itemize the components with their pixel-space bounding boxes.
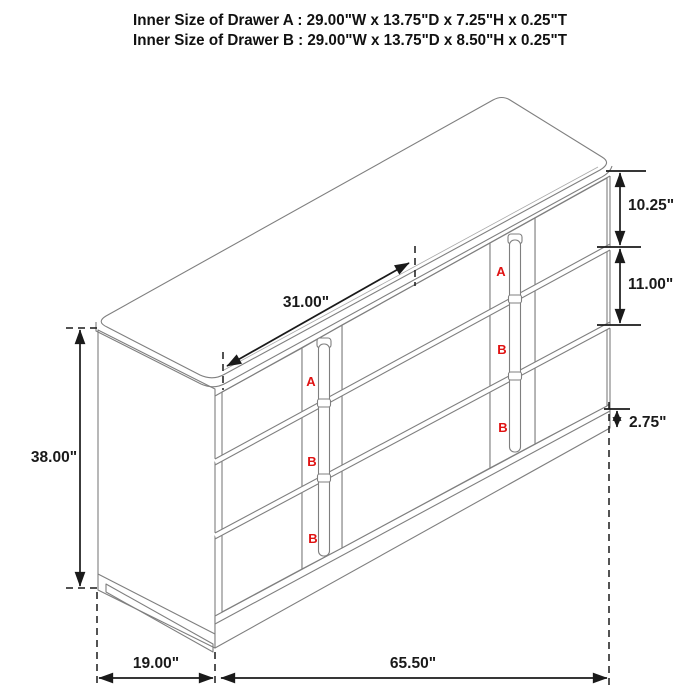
sideboard-drawing [96,98,612,653]
drawer-a-label-left-top: A [306,374,316,389]
drawer-a-inner-size-text: Inner Size of Drawer A : 29.00"W x 13.75"D x 7.25"H x 0.25"T [133,12,568,29]
dim-lower-drawer-height [620,249,673,323]
lower-drawer-height-label: 11.00" [628,276,674,293]
drawer-a-label-right-top: A [496,264,506,279]
dim-base-height [617,411,667,431]
drawer-b-label-left-middle: B [307,454,317,469]
dim-overall-width [221,655,607,678]
overall-depth-label: 19.00" [132,655,180,672]
drawer-opening-width-label: 31.00" [282,294,330,311]
overall-width-label: 65.50" [389,655,437,672]
left-side-panel [98,330,215,648]
drawer-section-right [535,178,607,444]
handle-right [508,234,522,452]
drawer-section-left [222,348,302,612]
base-height-label: 2.75" [629,414,667,431]
top-drawer-height-label: 10.25" [628,197,675,214]
dim-top-drawer-height [620,173,674,245]
overall-height-label: 38.00" [30,449,78,466]
drawer-b-inner-size-text: Inner Size of Drawer B : 29.00"W x 13.75"D x 8.50"H x 0.25"T [133,32,568,49]
drawer-b-label-right-bottom: B [498,420,508,435]
handle-left [317,338,331,556]
drawer-b-label-right-middle: B [497,342,507,357]
dim-overall-depth [99,655,213,678]
drawer-b-label-left-bottom: B [308,531,318,546]
dim-overall-height [31,330,80,586]
